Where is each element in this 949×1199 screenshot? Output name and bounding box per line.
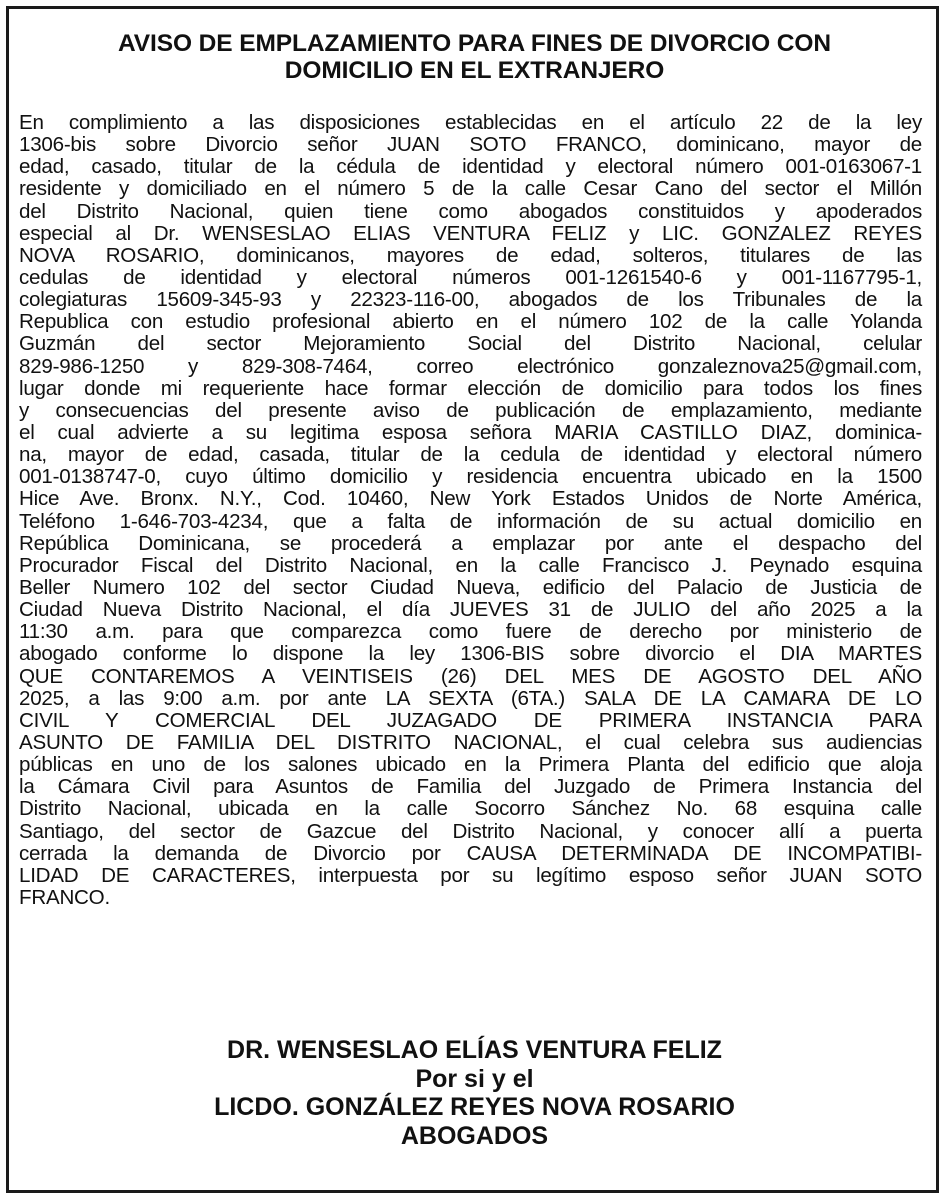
signature-conjunction: Por si y el bbox=[415, 1064, 534, 1093]
body-line: y consecuencias del presente aviso de publicación de emplazamiento, mediante bbox=[19, 398, 922, 422]
body-line: lugar donde mi requeriente hace formar elección de domicilio para todos los fines bbox=[19, 376, 922, 400]
body-line: abogado conforme lo dispone la ley 1306-BIS sobre divorcio el DIA MARTES bbox=[19, 642, 922, 666]
body-line: públicas en uno de los salones ubicado en la Primera Planta del edificio que aloja bbox=[19, 753, 922, 777]
body-line: el cual advierte a su legitima esposa señora MARIA CASTILLO DIAZ, dominica- bbox=[19, 420, 922, 444]
body-line: 2025, a las 9:00 a.m. por ante LA SEXTA (6TA.) SALA DE LA CAMARA DE LO bbox=[19, 686, 922, 710]
body-line: 11:30 a.m. para que comparezca como fuere de derecho por ministerio de bbox=[19, 620, 922, 644]
body-line: residente y domiciliado en el número 5 de la calle Cesar Cano del sector el Millón bbox=[19, 177, 922, 201]
notice-title-line-2: DOMICILIO EN EL EXTRANJERO bbox=[284, 57, 665, 84]
body-line: Beller Numero 102 del sector Ciudad Nueva, edificio del Palacio de Justicia de bbox=[19, 575, 922, 599]
body-line: colegiaturas 15609-345-93 y 22323-116-00, abogados de los Tribunales de la bbox=[19, 288, 922, 312]
signature-name-1: DR. WENSESLAO ELÍAS VENTURA FELIZ bbox=[227, 1036, 722, 1064]
body-line: Distrito Nacional, ubicada en la calle Socorro Sánchez No. 68 esquina calle bbox=[19, 797, 922, 821]
body-line: edad, casado, titular de la cédula de identidad y electoral número 001-0163067-1 bbox=[19, 155, 922, 179]
body-line: 829-986-1250 y 829-308-7464, correo electrónico gonzaleznova25@gmail.com, bbox=[19, 354, 922, 378]
notice-title bbox=[0, 30, 949, 84]
notice-title-line-1: AVISO DE EMPLAZAMIENTO PARA FINES DE DIVORCIO CON bbox=[118, 30, 831, 57]
body-line: LIDAD DE CARACTERES, interpuesta por su legítimo esposo señor JUAN SOTO bbox=[19, 863, 922, 887]
body-line: cerrada la demanda de Divorcio por CAUSA DETERMINADA DE INCOMPATIBI- bbox=[19, 841, 922, 865]
body-line: Ciudad Nueva Distrito Nacional, el día JUEVES 31 de JULIO del año 2025 a la bbox=[19, 598, 922, 622]
body-line: na, mayor de edad, casada, titular de la cedula de identidad y electoral número bbox=[19, 443, 922, 467]
body-line: Guzmán del sector Mejoramiento Social del Distrito Nacional, celular bbox=[19, 332, 922, 356]
signature-name-2: LICDO. GONZÁLEZ REYES NOVA ROSARIO bbox=[214, 1093, 735, 1121]
body-line: QUE CONTAREMOS A VEINTISEIS (26) DEL MES DE AGOSTO DEL AÑO bbox=[19, 664, 922, 688]
body-line: especial al Dr. WENSESLAO ELIAS VENTURA FELIZ y LIC. GONZALEZ REYES bbox=[19, 221, 922, 245]
body-line: ASUNTO DE FAMILIA DEL DISTRITO NACIONAL, el cual celebra sus audiencias bbox=[19, 730, 922, 754]
signature-block bbox=[0, 1036, 949, 1150]
body-line: Hice Ave. Bronx. N.Y., Cod. 10460, New York Estados Unidos de Norte América, bbox=[19, 487, 922, 511]
body-line: la Cámara Civil para Asuntos de Familia del Juzgado de Primera Instancia del bbox=[19, 775, 922, 799]
body-line: cedulas de identidad y electoral números 001-1261540-6 y 001-1167795-1, bbox=[19, 265, 922, 289]
signature-role: ABOGADOS bbox=[400, 1121, 549, 1150]
body-line: 001-0138747-0, cuyo último domicilio y residencia encuentra ubicado en la 1500 bbox=[19, 465, 922, 489]
body-line: En complimiento a las disposiciones establecidas en el artículo 22 de la ley bbox=[19, 111, 922, 134]
body-line: Teléfono 1-646-703-4234, que a falta de información de su actual domicilio en bbox=[19, 509, 922, 533]
body-line: NOVA ROSARIO, dominicanos, mayores de edad, solteros, titulares de las bbox=[19, 243, 922, 267]
notice-body bbox=[19, 112, 922, 909]
body-line: 1306-bis sobre Divorcio señor JUAN SOTO FRANCO, dominicano, mayor de bbox=[19, 133, 922, 157]
body-line: del Distrito Nacional, quien tiene como abogados constituidos y apoderados bbox=[19, 199, 922, 223]
body-line: FRANCO. bbox=[19, 885, 110, 909]
body-line: República Dominicana, se procederá a emplazar por ante el despacho del bbox=[19, 531, 922, 555]
body-line: Republica con estudio profesional abierto en el número 102 de la calle Yolanda bbox=[19, 310, 922, 334]
body-line: Procurador Fiscal del Distrito Nacional, en la calle Francisco J. Peynado esquina bbox=[19, 553, 922, 577]
body-line: CIVIL Y COMERCIAL DEL JUZAGADO DE PRIMERA INSTANCIA PARA bbox=[19, 708, 922, 732]
body-line: Santiago, del sector de Gazcue del Distrito Nacional, y conocer allí a puerta bbox=[19, 819, 922, 843]
